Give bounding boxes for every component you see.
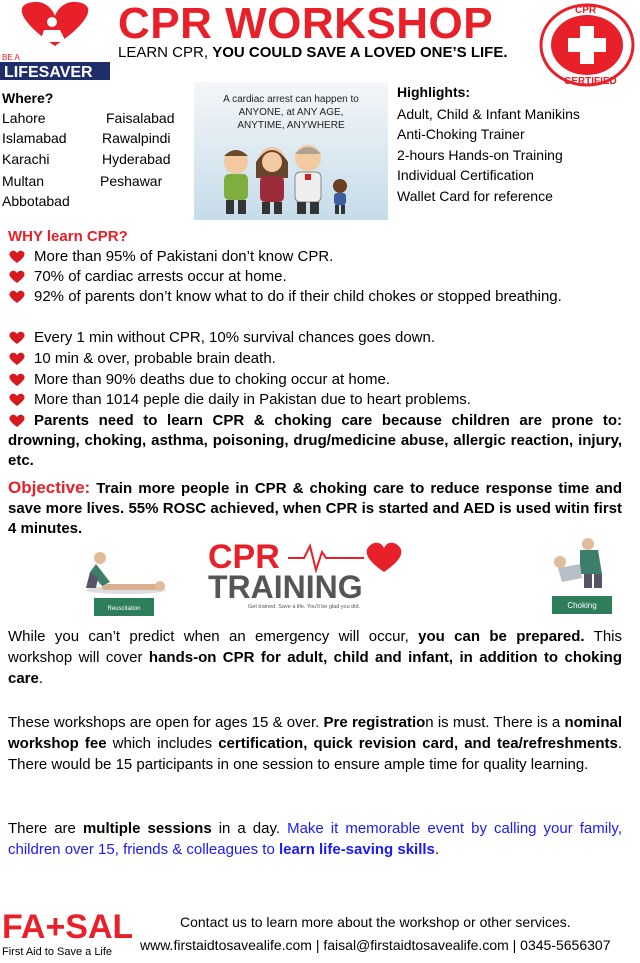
highlight-item: Adult, Child & Infant Manikins (397, 106, 580, 122)
why-list-item: More than 1014 peple die daily in Pakistan due to heart problems. (8, 390, 622, 410)
city: Lahore (2, 110, 46, 126)
heart-icon (8, 352, 26, 366)
svg-text:Choking: Choking (567, 601, 597, 610)
heart-icon (8, 250, 26, 264)
intro-paragraph: While you can’t predict when an emergency will occur, you can be prepared. This workshop will cover hands-on CPR for adult, child and infant, in addition to choking care. (8, 628, 622, 687)
lifesaver-text: LIFESAVER (4, 64, 93, 81)
svg-text:TRAINING: TRAINING (208, 569, 363, 605)
heart-icon (8, 373, 26, 387)
highlight-item: Wallet Card for reference (397, 188, 553, 204)
svg-text:A cardiac arrest can happen to: A cardiac arrest can happen to (223, 94, 359, 105)
tagline: LEARN CPR, YOU COULD SAVE A LOVED ONE’S LIFE. (118, 44, 508, 61)
contact-text: Contact us to learn more about the workshop or other services. (180, 914, 571, 930)
heart-icon (8, 331, 26, 345)
why-list-item: Every 1 min without CPR, 10% survival chances goes down. (8, 328, 622, 348)
svg-text:CERTIFIED: CERTIFIED (564, 76, 617, 87)
city: Peshawar (100, 173, 163, 189)
svg-text:FA+SAL: FA+SAL (2, 908, 132, 946)
registration-paragraph: These workshops are open for ages 15 & over. Pre registration is must. There is a nominal workshop fee which includes certification, quick revision card, and tea/refreshments. There would be 15 participants in one session to ensure ample time for quality learning. (8, 714, 622, 773)
contact-links[interactable]: www.firstaidtosavealife.com | faisal@firstaidtosavealife.com | 0345-5656307 (140, 937, 611, 953)
be-a-lifesaver-logo (0, 0, 110, 82)
svg-text:BE A: BE A (2, 53, 20, 62)
where-heading: Where? (2, 90, 54, 106)
page-title: CPR WORKSHOP (118, 0, 494, 48)
why-list-item: 92% of parents don’t know what to do if their child chokes or stopped breathing. (8, 287, 622, 307)
city: Islamabad (2, 130, 67, 146)
why-heading: WHY learn CPR? (8, 228, 128, 245)
city: Karachi (2, 151, 50, 167)
highlight-item: Anti-Choking Trainer (397, 126, 525, 142)
resuscitation-illustration (76, 538, 172, 620)
cpr-training-logo (204, 536, 410, 610)
sessions-paragraph: There are multiple sessions in a day. Make it memorable event by calling your family, children over 15, friends & colleagues to learn life-saving skills. (8, 820, 622, 858)
heart-icon (8, 414, 26, 428)
parents-statement: Parents need to learn CPR & choking care because children are prone to: drowning, choking, asthma, poisoning, drug/medicine abuse, allergic reaction, injury, etc. (8, 412, 622, 469)
city: Hyderabad (102, 151, 171, 167)
why-list-item: More than 95% of Pakistani don’t know CPR. (8, 247, 622, 267)
heart-icon (8, 393, 26, 407)
svg-text:ANYONE, at ANY AGE,: ANYONE, at ANY AGE, (238, 107, 344, 118)
cardiac-arrest-banner (194, 82, 388, 220)
svg-text:First Aid to Save a Life: First Aid to Save a Life (2, 946, 113, 958)
svg-text:CPR: CPR (208, 538, 280, 576)
svg-text:Reuscitation: Reuscitation (107, 606, 141, 612)
fasal-logo (2, 904, 132, 958)
choking-illustration (540, 534, 616, 616)
city: Rawalpindi (102, 130, 171, 146)
objective-label: Objective: (8, 478, 91, 497)
city: Abbotabad (2, 193, 70, 209)
why-list-item: 10 min & over, probable brain death. (8, 349, 622, 369)
svg-text:CPR: CPR (575, 5, 597, 16)
city: Multan (2, 173, 45, 189)
svg-text:ANYTIME, ANYWHERE: ANYTIME, ANYWHERE (237, 120, 345, 131)
cpr-certified-seal (538, 2, 636, 88)
objective: Objective: Train more people in CPR & choking care to reduce response time and save more lives. 55% ROSC achieved, when CPR is started and AED is used witin first 4 minutes. (8, 478, 622, 537)
highlights-heading: Highlights: (397, 84, 471, 100)
why-list-item: 70% of cardiac arrests occur at home. (8, 267, 622, 287)
svg-text:Get trained. Save a life. You': Get trained. Save a life. You'll be glad you did. (248, 604, 361, 610)
city: Faisalabad (106, 110, 175, 126)
heart-icon (8, 270, 26, 284)
why-list-item: More than 90% deaths due to choking occur at home. (8, 370, 622, 390)
highlight-item: Individual Certification (397, 167, 534, 183)
heart-icon (8, 290, 26, 304)
highlight-item: 2-hours Hands-on Training (397, 147, 563, 163)
